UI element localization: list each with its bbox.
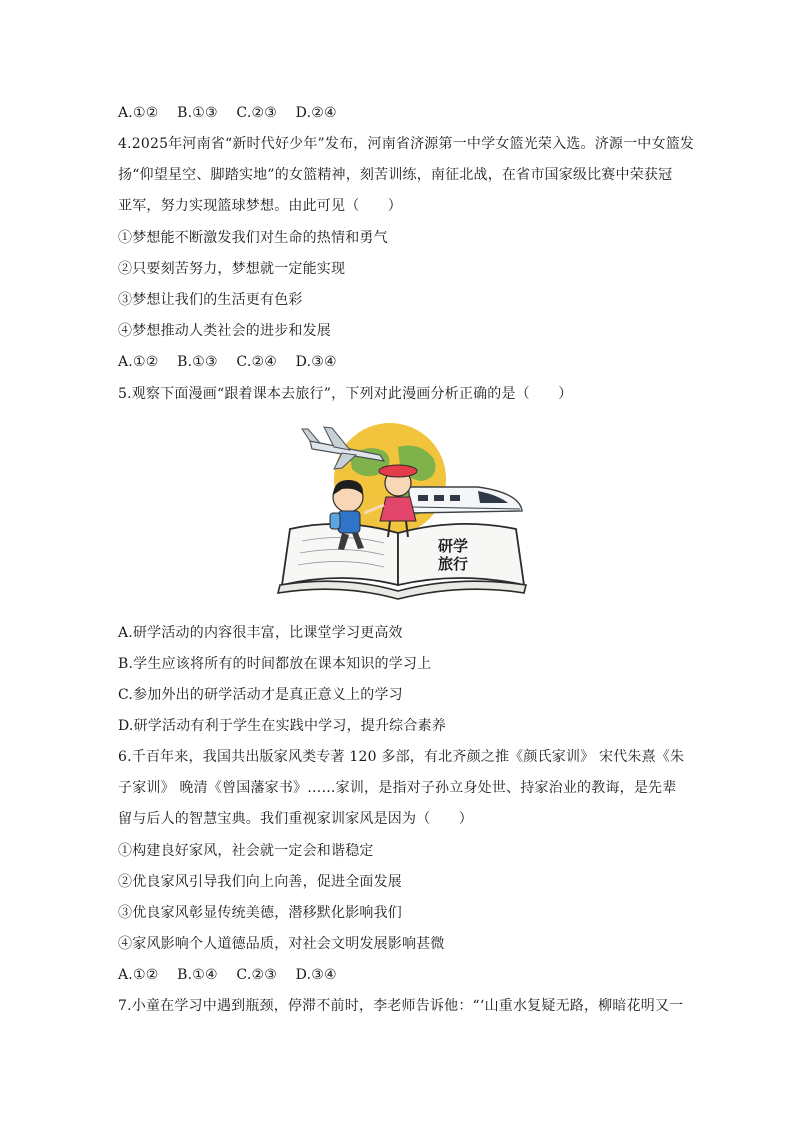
q4-option-a: A.①② bbox=[118, 354, 159, 370]
train-icon bbox=[408, 487, 522, 513]
q6-option-d: D.③④ bbox=[295, 967, 337, 983]
q6-stem-line-3: 留与后人的智慧宝典。我们重视家训家风是因为（ ） bbox=[118, 811, 473, 827]
q6-item-2: ②优良家风引导我们向上向善，促进全面发展 bbox=[118, 874, 402, 890]
open-book-icon bbox=[278, 524, 526, 599]
q6-item-4: ④家风影响个人道德品质，对社会文明发展影响甚微 bbox=[118, 936, 445, 952]
study-trip-cartoon bbox=[272, 417, 530, 607]
q3-option-a: A.①② bbox=[118, 105, 159, 121]
cartoon-caption-line-2: 旅行 bbox=[438, 555, 469, 573]
q4-option-c: C.②④ bbox=[236, 354, 277, 370]
q6-options bbox=[118, 966, 351, 984]
q4-item-3: ③梦想让我们的生活更有色彩 bbox=[118, 292, 303, 308]
q5-option-c: C.参加外出的研学活动才是真正意义上的学习 bbox=[118, 687, 403, 703]
q6-item-1: ①构建良好家风，社会就一定会和谐稳定 bbox=[118, 843, 374, 859]
q4-stem-line-1: 4.2025年河南省“新时代好少年”发布，河南省济源第一中学女篮光荣入选。济源一中女篮发 bbox=[118, 136, 695, 152]
q4-item-2: ②只要刻苦努力，梦想就一定能实现 bbox=[118, 261, 346, 277]
q6-option-c: C.②③ bbox=[236, 967, 277, 983]
q3-option-d: D.②④ bbox=[295, 105, 337, 121]
q6-stem-line-2: 子家训》 晚清《曾国藩家书》……家训，是指对子孙立身处世、持家治业的教诲，是先辈 bbox=[118, 780, 677, 796]
q4-options bbox=[118, 353, 351, 371]
q7-stem-line-1: 7.小童在学习中遇到瓶颈，停滞不前时，李老师告诉他：“‘山重水复疑无路，柳暗花明又一 bbox=[118, 998, 684, 1014]
q3-option-b: B.①③ bbox=[177, 105, 218, 121]
q5-option-b: B.学生应该将所有的时间都放在课本知识的学习上 bbox=[118, 656, 432, 672]
q4-stem-line-3: 亚军，努力实现篮球梦想。由此可见（ ） bbox=[118, 198, 402, 214]
q5-stem: 5.观察下面漫画“跟着课本去旅行”，下列对此漫画分析正确的是（ ） bbox=[118, 386, 573, 402]
q4-item-4: ④梦想推动人类社会的进步和发展 bbox=[118, 323, 331, 339]
q3-options bbox=[118, 104, 351, 122]
cartoon-caption-line-1: 研学 bbox=[438, 537, 469, 555]
q3-option-c: C.②③ bbox=[236, 105, 277, 121]
q4-option-b: B.①③ bbox=[177, 354, 218, 370]
q6-stem-line-1: 6.千百年来，我国共出版家风类专著 120 多部，有北齐颜之推《颜氏家训》 宋代朱熹《朱 bbox=[118, 749, 685, 765]
q5-option-d: D.研学活动有利于学生在实践中学习，提升综合素养 bbox=[118, 718, 446, 734]
q6-option-b: B.①④ bbox=[177, 967, 218, 983]
q6-option-a: A.①② bbox=[118, 967, 159, 983]
q4-option-d: D.③④ bbox=[295, 354, 337, 370]
q4-stem-line-2: 扬“仰望星空、脚踏实地”的女篮精神，刻苦训练，南征北战，在省市国家级比赛中荣获冠 bbox=[118, 167, 673, 183]
q5-option-a: A.研学活动的内容很丰富，比课堂学习更高效 bbox=[118, 625, 403, 641]
q6-item-3: ③优良家风彰显传统美德，潜移默化影响我们 bbox=[118, 905, 402, 921]
q4-item-1: ①梦想能不断激发我们对生命的热情和勇气 bbox=[118, 230, 388, 246]
